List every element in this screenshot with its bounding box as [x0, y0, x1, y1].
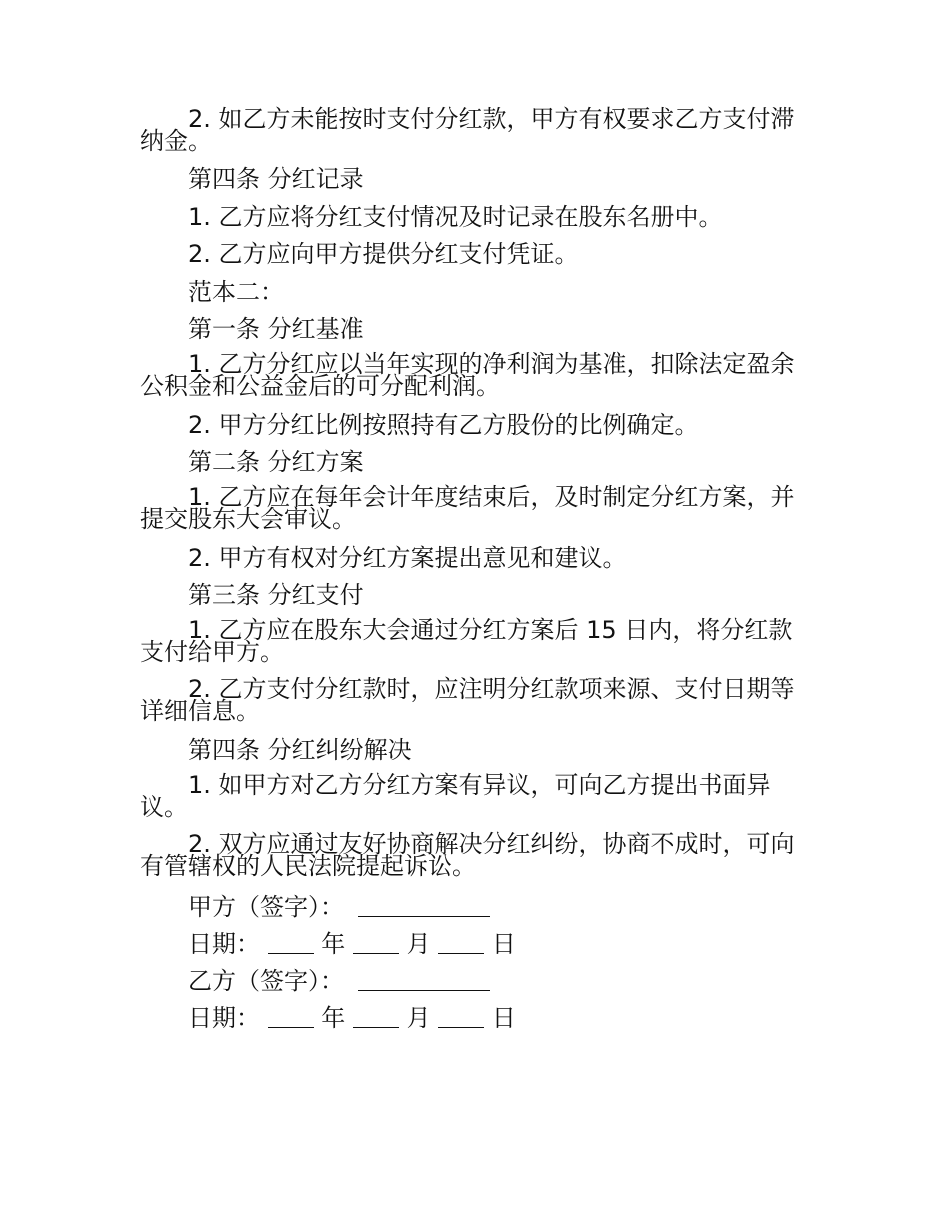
party-a-signature-blank: [358, 894, 490, 917]
paragraph: [140, 771, 820, 821]
paragraph-line: 公积金和公益金后的可分配利润。: [140, 372, 500, 400]
party-b-signature-blank: [358, 968, 490, 991]
sample-title: 范本二：: [188, 278, 284, 306]
paragraph: 1. 乙方应将分红支付情况及时记录在股东名册中。: [188, 203, 723, 231]
paragraph-line: 1. 如甲方对乙方分红方案有异议，可向乙方提出书面异: [188, 771, 771, 799]
paragraph-line: 2. 乙方支付分红款时，应注明分红款项来源、支付日期等: [188, 675, 795, 703]
year-label: 年: [321, 1004, 346, 1032]
month-blank: [353, 1005, 399, 1028]
paragraph: [140, 616, 820, 666]
month-blank: [353, 931, 399, 954]
paragraph: 2. 甲方有权对分红方案提出意见和建议。: [188, 544, 627, 572]
paragraph-line: 纳金。: [140, 127, 212, 155]
party-a-signature: [188, 893, 490, 921]
section-heading: 第三条 分红支付: [188, 581, 364, 609]
section-heading: 第二条 分红方案: [188, 448, 364, 476]
month-label: 月: [406, 1004, 431, 1032]
paragraph-line: 1. 乙方应在股东大会通过分红方案后 15 日内，将分红款: [188, 616, 793, 644]
day-label: 日: [491, 1004, 516, 1032]
party-b-date: [188, 1004, 516, 1032]
paragraph: [140, 105, 820, 155]
section-heading: 第四条 分红纠纷解决: [188, 736, 412, 764]
paragraph: [140, 483, 820, 533]
year-blank: [268, 931, 314, 954]
day-label: 日: [491, 930, 516, 958]
year-blank: [268, 1005, 314, 1028]
paragraph: [140, 675, 820, 725]
party-b-signature: [188, 967, 490, 995]
section-heading: 第四条 分红记录: [188, 165, 364, 193]
section-heading: 第一条 分红基准: [188, 315, 364, 343]
paragraph-line: 2. 如乙方未能按时支付分红款，甲方有权要求乙方支付滞: [188, 105, 795, 133]
day-blank: [438, 931, 484, 954]
party-b-label: 乙方（签字）：: [188, 967, 344, 995]
paragraph-line: 有管辖权的人民法院提起诉讼。: [140, 852, 476, 880]
paragraph-line: 提交股东大会审议。: [140, 505, 356, 533]
paragraph-line: 1. 乙方分红应以当年实现的净利润为基准，扣除法定盈余: [188, 350, 795, 378]
paragraph: 2. 甲方分红比例按照持有乙方股份的比例确定。: [188, 411, 699, 439]
party-a-label: 甲方（签字）：: [188, 893, 344, 921]
paragraph: [140, 350, 820, 400]
year-label: 年: [321, 930, 346, 958]
paragraph-line: 支付给甲方。: [140, 638, 284, 666]
paragraph-line: 详细信息。: [140, 697, 260, 725]
paragraph-line: 1. 乙方应在每年会计年度结束后，及时制定分红方案，并: [188, 483, 795, 511]
paragraph-line: 2. 双方应通过友好协商解决分红纠纷，协商不成时，可向: [188, 830, 795, 858]
day-blank: [438, 1005, 484, 1028]
month-label: 月: [406, 930, 431, 958]
paragraph: [140, 830, 820, 880]
party-a-date: [188, 930, 516, 958]
paragraph-line: 议。: [140, 793, 188, 821]
paragraph: 2. 乙方应向甲方提供分红支付凭证。: [188, 240, 579, 268]
date-label: 日期：: [188, 930, 260, 958]
date-label: 日期：: [188, 1004, 260, 1032]
